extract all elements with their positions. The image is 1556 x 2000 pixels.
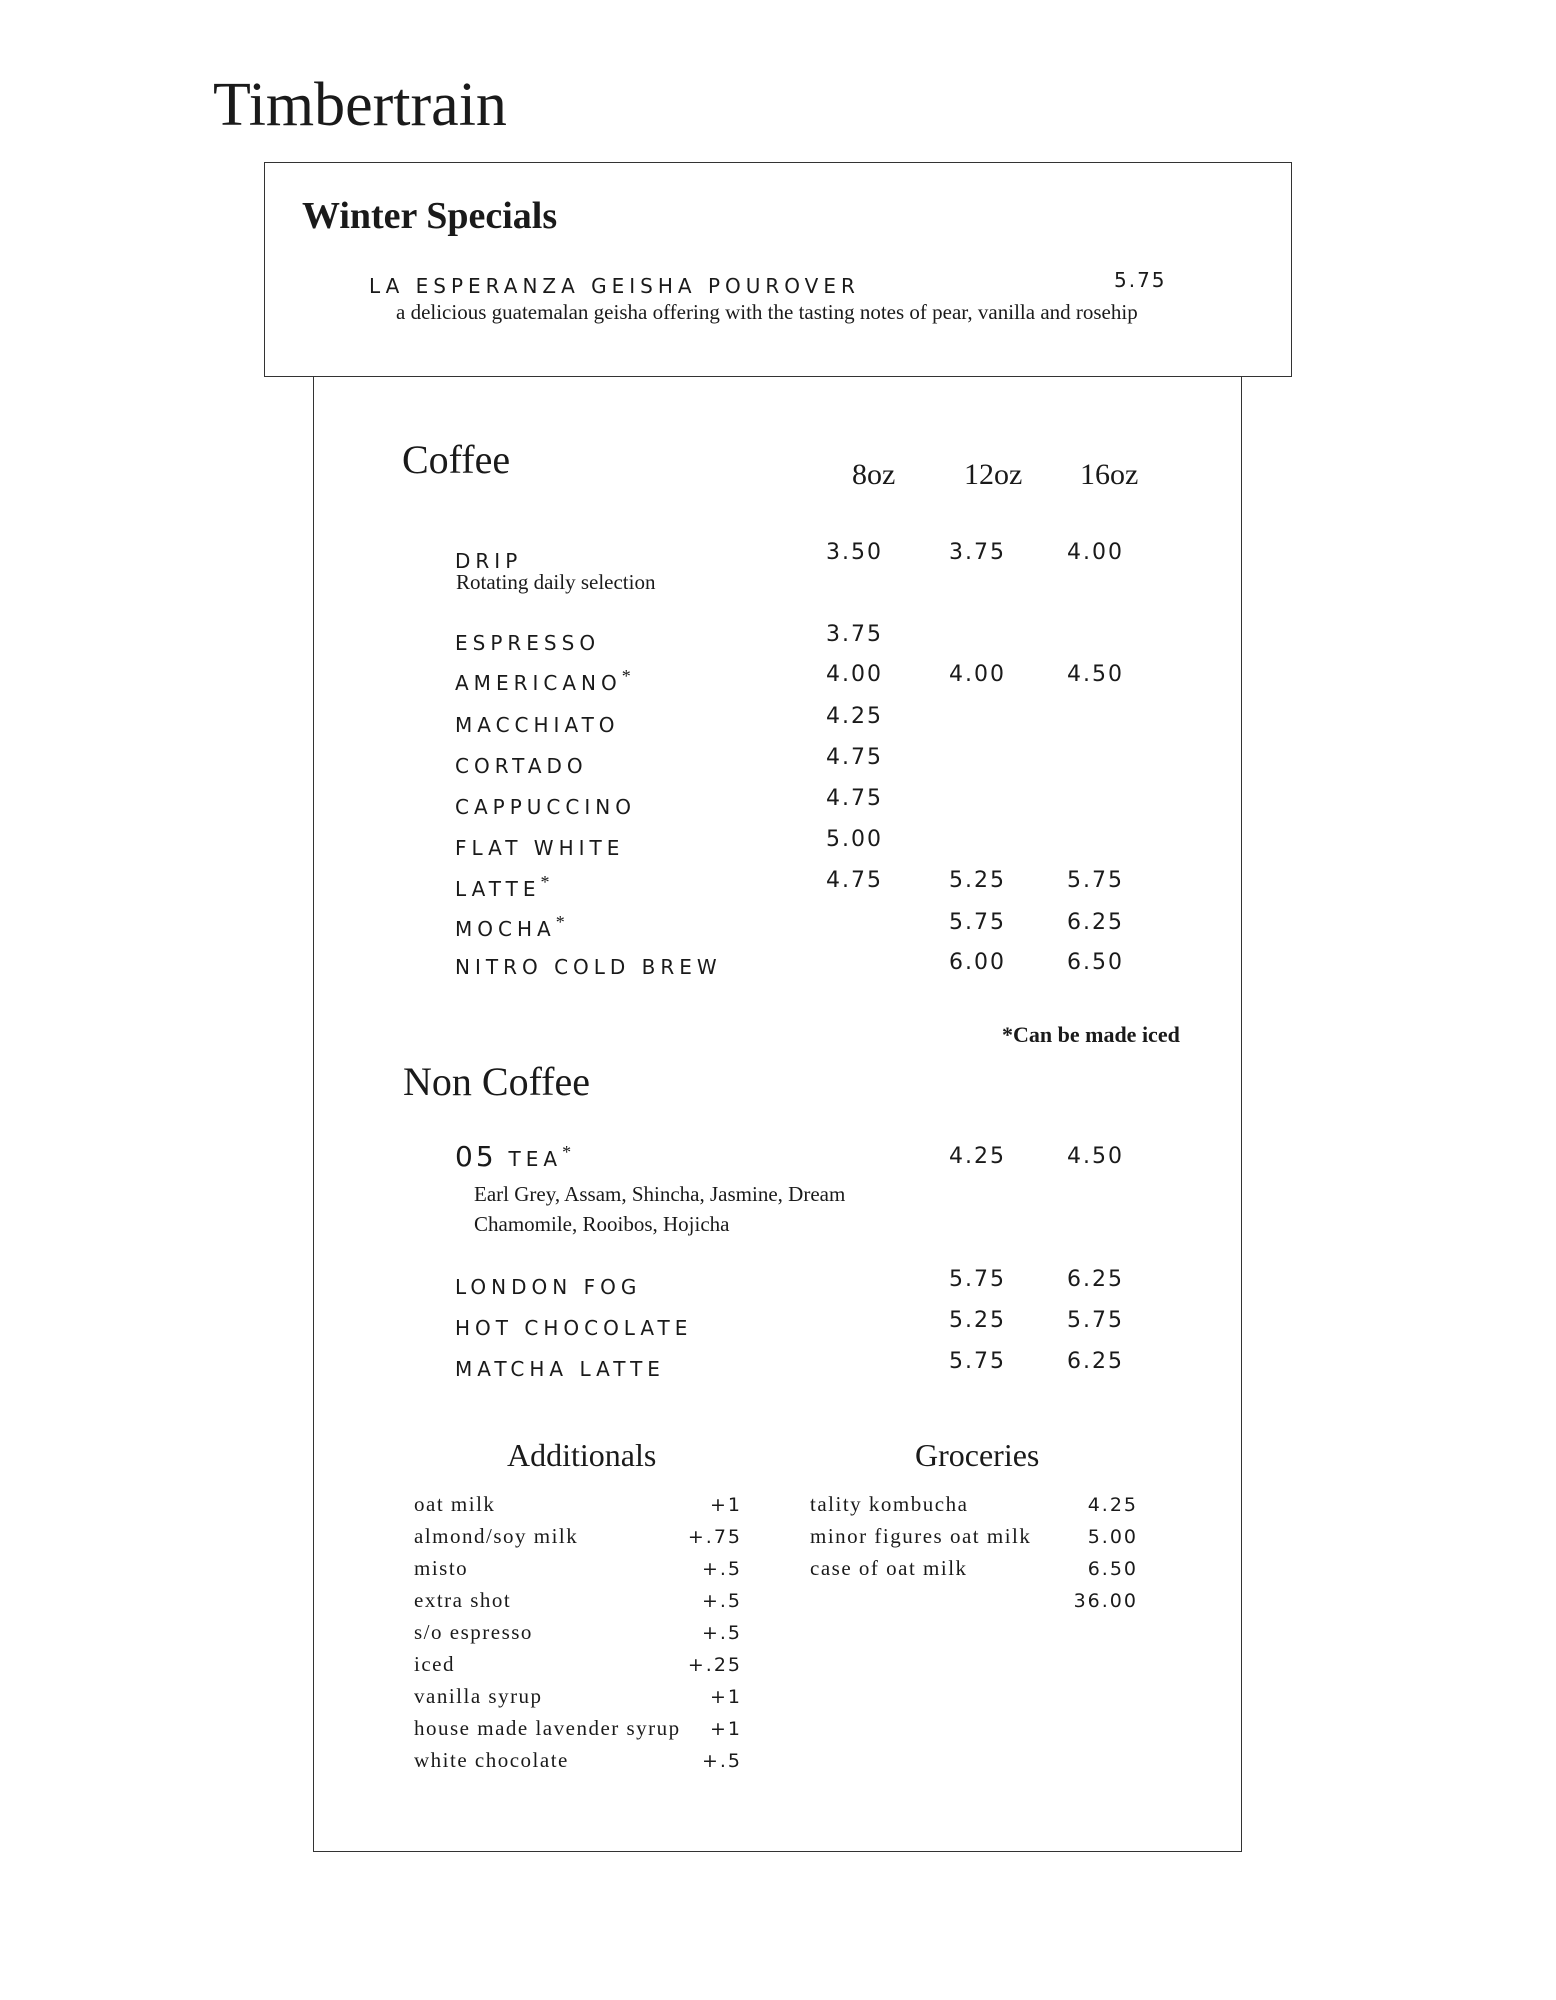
additional-item-name: vanilla syrup [414,1684,543,1708]
additional-item-name: almond/soy milk [414,1524,579,1548]
menu-item-mocha: MOCHA* [455,912,565,941]
special-item-price: 5.75 [1114,268,1167,292]
menu-item-drip: DRIP [455,549,523,573]
price-8oz: 5.00 [826,827,883,852]
tea-flavors-line-2: Chamomile, Rooibos, Hojicha [474,1212,730,1236]
price-12oz: 5.25 [949,868,1006,893]
additional-item-price: +.75 [687,1526,742,1548]
price-16oz: 4.50 [1067,1144,1124,1169]
additional-item-name: extra shot [414,1588,512,1612]
additionals-title: Additionals [507,1437,657,1473]
menu-item-hot-chocolate: HOT CHOCOLATE [455,1316,693,1340]
menu-item-matcha-latte: MATCHA LATTE [455,1357,665,1381]
menu-item-americano: AMERICANO* [455,666,631,695]
size-header-8oz: 8oz [852,458,896,491]
grocery-item-price: 6.50 [1087,1558,1138,1580]
iced-note: *Can be made iced [1002,1022,1180,1047]
menu-item-macchiato: MACCHIATO [455,713,620,737]
menu-item-cortado: CORTADO [455,754,588,778]
additional-item-price: +.5 [701,1590,742,1612]
price-16oz: 6.25 [1067,1267,1124,1292]
price-12oz: 5.75 [949,1349,1006,1374]
coffee-section-title: Coffee [402,437,511,482]
additional-item-price: +1 [709,1494,742,1516]
additional-item-price: +1 [709,1718,742,1740]
menu-item-cappuccino: CAPPUCCINO [455,795,636,819]
price-16oz: 6.50 [1067,950,1124,975]
menu-item-nitro-cold-brew: NITRO COLD BREW [455,955,722,979]
additional-item-price: +.5 [701,1558,742,1580]
size-header-16oz: 16oz [1080,458,1139,491]
size-header-12oz: 12oz [964,458,1023,491]
additional-item-price: +.5 [701,1622,742,1644]
additional-item-name: oat milk [414,1492,496,1516]
price-8oz: 4.00 [826,662,883,687]
additional-item-name: white chocolate [414,1748,569,1772]
menu-item-london-fog: LONDON FOG [455,1275,642,1299]
price-16oz: 4.50 [1067,662,1124,687]
price-12oz: 5.75 [949,910,1006,935]
additional-item-price: +.5 [701,1750,742,1772]
grocery-item-price: 5.00 [1087,1526,1138,1548]
non-coffee-section-title: Non Coffee [403,1059,590,1104]
price-16oz: 6.25 [1067,1349,1124,1374]
special-item-description: a delicious guatemalan geisha offering with the tasting notes of pear, vanilla and rosehip [396,300,1138,324]
price-16oz: 5.75 [1067,868,1124,893]
price-12oz: 5.75 [949,1267,1006,1292]
grocery-item-price: 36.00 [1073,1590,1138,1612]
additional-item-name: misto [414,1556,469,1580]
price-8oz: 4.75 [826,745,883,770]
price-12oz: 5.25 [949,1308,1006,1333]
price-12oz: 4.25 [949,1144,1006,1169]
menu-item-latte: LATTE* [455,872,550,901]
grocery-item-name: case of oat milk [810,1556,968,1580]
additional-item-name: house made lavender syrup [414,1716,681,1740]
price-8oz: 3.75 [826,622,883,647]
grocery-item-price: 4.25 [1087,1494,1138,1516]
price-16oz: 6.25 [1067,910,1124,935]
price-8oz: 3.50 [826,540,883,565]
price-8oz: 4.75 [826,868,883,893]
price-8oz: 4.75 [826,786,883,811]
additional-item-price: +.25 [687,1654,742,1676]
additional-item-price: +1 [709,1686,742,1708]
price-16oz: 5.75 [1067,1308,1124,1333]
brand-title: Timbertrain [213,71,507,139]
price-12oz: 3.75 [949,540,1006,565]
price-12oz: 6.00 [949,950,1006,975]
special-item-name: LA ESPERANZA GEISHA POUROVER [369,274,860,298]
groceries-title: Groceries [915,1437,1040,1473]
grocery-item-name: minor figures oat milk [810,1524,1032,1548]
item-description: Rotating daily selection [456,570,656,594]
additional-item-name: s/o espresso [414,1620,533,1644]
menu-item-espresso: ESPRESSO [455,631,601,655]
price-8oz: 4.25 [826,704,883,729]
price-16oz: 4.00 [1067,540,1124,565]
price-12oz: 4.00 [949,662,1006,687]
tea-flavors-line-1: Earl Grey, Assam, Shincha, Jasmine, Dream [474,1182,846,1206]
specials-title: Winter Specials [302,195,558,237]
menu-item-flat-white: FLAT WHITE [455,836,625,860]
additional-item-name: iced [414,1652,455,1676]
grocery-item-name: tality kombucha [810,1492,969,1516]
menu-item-05-tea: 05 TEA* [455,1140,572,1173]
